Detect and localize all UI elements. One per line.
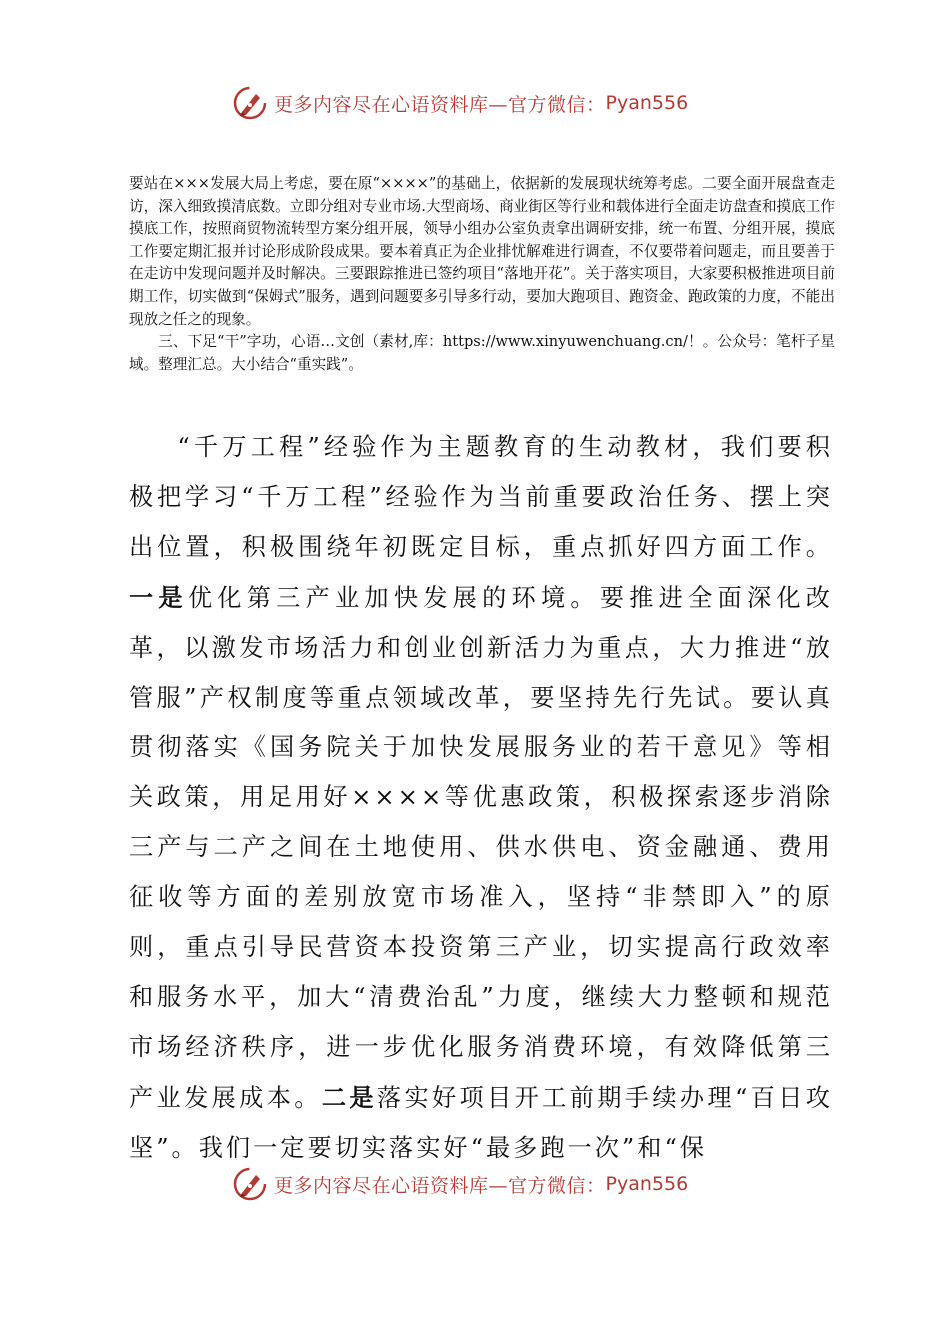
main-paragraph	[129, 423, 833, 1174]
watermark-wechat-id: Pyan556	[605, 1173, 689, 1195]
pen-logo-icon	[232, 85, 268, 121]
small-paragraph-1: 要站在×××发展大局上考虑，要在原“××××”的基础上，依据新的发展现状统筹考虑。二要全面开展盘查走访，深入细致摸清底数。立即分组对专业市场.大型商场、商业街区等行业和载体进行全面走访盘查和摸底工作摸底工作，按照商贸物流转型方案分组开展，领导小组办公室负责拿出调研安排，统一布置、分组开展，摸底工作要定期汇报并讨论形成阶段成果。要本着真正为企业排忧解难进行调查，不仅要带着问题走，而且要善于在走访中发现问题并及时解决。三要跟踪推进已签约项目“落地开花”。关于落实项目，大家要积极推进项目前期工作，切实做到“保姆式”服务，遇到问题要多引导多行动，要加大跑项目、跑资金、跑政策的力度，不能出现放之任之的现象。	[129, 175, 835, 328]
bold-marker-2: 二是	[321, 1082, 377, 1112]
watermark-wechat-id: Pyan556	[605, 92, 689, 114]
watermark-text: 更多内容尽在心语资料库—官方微信：	[274, 93, 606, 116]
small-text-section	[129, 173, 835, 376]
main-text-section	[129, 423, 833, 1174]
main-part-2: 落实好项目开工前期手续办理“百日攻坚”。我们一定要切实落实好“最多跑一次”和“保	[129, 1083, 833, 1162]
watermark-text: 更多内容尽在心语资料库—官方微信：	[274, 1174, 606, 1197]
bold-marker-1: 一是	[129, 582, 188, 612]
small-paragraph-2: 三、下足“干”字功，心语…文创（素材,库：https://www.xinyuwenchuang.cn/！。公众号：笔杆子星域。整理汇总。大小结合“重实践”。	[129, 333, 835, 373]
watermark-banner-top	[232, 83, 732, 123]
main-intro: “千万工程”经验作为主题教育的生动教材，我们要积极把学习“千万工程”经验作为当前重要政治任务、摆上突出位置，积极围绕年初既定目标，重点抓好四方面工作。	[129, 433, 833, 561]
main-part-1: 优化第三产业加快发展的环境。要推进全面深化改革，以激发市场活力和创业创新活力为重点，大力推进“放管服”产权制度等重点领域改革，要坚持先行先试。要认真贯彻落实《国务院关于加快发展服务业的若干意见》等相关政策，用足用好××××等优惠政策，积极探索逐步消除三产与二产之间在土地使用、供水供电、资金融通、费用征收等方面的差别放宽市场准入，坚持“非禁即入”的原则，重点引导民营资本投资第三产业，切实提高行政效率和服务水平，加大“清费治乱”力度，继续大力整顿和规范市场经济秩序，进一步优化服务消费环境，有效降低第三产业发展成本。	[129, 583, 833, 1112]
pen-logo-icon	[232, 1166, 268, 1202]
watermark-banner-bottom	[232, 1164, 732, 1204]
